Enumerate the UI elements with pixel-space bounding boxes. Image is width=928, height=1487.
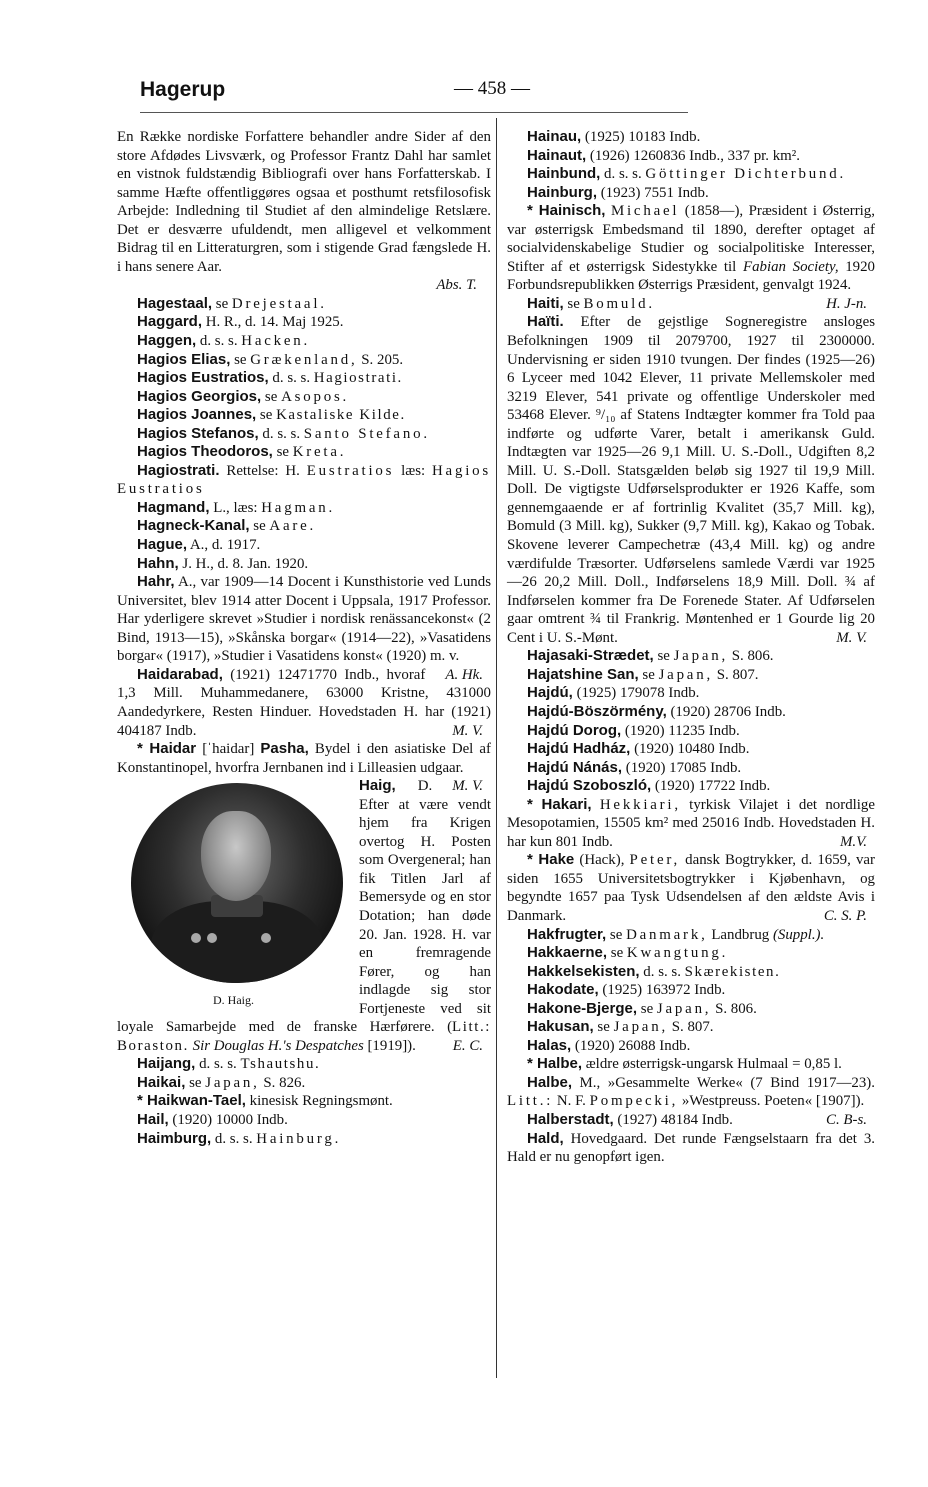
entry-segment: M. V. xyxy=(452,778,483,795)
entry-segment: d. s. s. xyxy=(639,963,685,980)
entry-segment: Hagios Eustratios, xyxy=(137,369,269,387)
entry-segment: D. Efter at være vendt hjem fra Krigen overtog H. Posten som Overgeneral; han fik Titlen Jarl af Bemersyde og en stor Dotation; han døde 20. Jan. 1928. H. var en fremragende Fører, og han indlagde sig stor Fortjeneste ved sit loyale Samarbejde med de franske Hærførere. ( xyxy=(117,778,491,1036)
entry-segment: Haijang, xyxy=(137,1055,196,1073)
entry-segment: se xyxy=(230,351,251,368)
entry-segment: Japan, xyxy=(205,1074,260,1091)
entry-segment: Hagestaal, xyxy=(137,294,213,312)
entry-segment: Drejestaal. xyxy=(231,295,327,312)
entry-segment: Efter de gejstlige Sogneregistre ansloges Befolkningen 1909 til 2079700, 1927 til 2300000. Undervisning er siden 1910 tvungen. Der findes (1925—26) 6 Lyceer med 1042 Elever, 11 private Mellemskoler med 3219 Elever, 541 private og offentlige Underskoler med 53468 Elever. ⁹/₁₀ af Statens Indtægter kommer fra Told paa indførte og udførte Varer, betalt i amerikansk Guld. Indtægten var 1925—26 9,1 Mill. U. S.-Doll., Udgiften 8,2 Mill. U. S.-Doll. Statsgælden beløb sig 1927 til 19,9 Mill. Doll. De vigtigste Udførselsprodukter er 1926 Kaffe, som gennemgaaende er af fortrinlig Kvalitet (35,7 Mill. kg), Bomuld (3 Mill. kg), Sukker (9,7 Mill. kg), Kakao og Tobak. Skovene leverer Campechetræ (43,4 Mill. kg) og andre værdifulde Træsorter. Udførselens samlede Værdi var 1925—26 20,2 Mill. Doll., Indførselens 18,9 Mill. Doll. ¾ af Indførselen kommer fra De Forenede Stater. Af Udførselen gaar omtrent ¾ til Frankrig. Møntenhed er 1 Gourde lig 20 Cent i U. S.-Mønt. xyxy=(507,314,875,646)
entry-segment: d. s. s. xyxy=(600,166,646,183)
entry-text xyxy=(117,128,491,276)
entry-segment: Hajdú Nánás, xyxy=(527,758,623,776)
entry-segment: Danmark, xyxy=(626,926,708,943)
entry-segment: C. S. P. xyxy=(823,907,867,924)
entry-segment: se xyxy=(607,945,627,962)
entry-segment: d. s. s. xyxy=(195,1056,241,1073)
entry-segment: M.V. xyxy=(839,833,867,850)
entry-segment: E. C. xyxy=(452,1037,483,1054)
entry-segment: Haggard, xyxy=(137,313,203,331)
entry-hajdu xyxy=(507,684,875,703)
entry-segment: Haikai, xyxy=(137,1073,186,1091)
entry-segment: M. V. xyxy=(452,722,483,739)
entry-segment: Hajdú Szoboszló, xyxy=(527,777,652,795)
entry-segment: tyrkisk Vilajet i det nordlige Mesopotamien, 15505 km² med 25016 Indb. Hovedstaden H. har kun 801 Indb. xyxy=(507,796,875,850)
entry-segment: Hainburg. xyxy=(256,1130,342,1147)
right-column xyxy=(507,128,875,1167)
entry-segment: Hagios Stefanos, xyxy=(137,424,259,442)
entry-hagios-eustratios xyxy=(117,369,491,388)
header-word: Hagerup xyxy=(140,78,226,101)
entry-segment: * Haidar xyxy=(137,740,197,758)
entry-segment: Hajdú Hadház, xyxy=(527,740,631,758)
entry-hail xyxy=(117,1111,491,1130)
portrait-photo xyxy=(131,783,343,983)
entry-segment: Hakusan, xyxy=(527,1018,594,1036)
entry-segment: Halbe, xyxy=(527,1073,573,1091)
entry-segment: Hakkaerne, xyxy=(527,944,608,962)
entry-hajasaki-straedet xyxy=(507,647,875,666)
entry-segment: Hakkelsekisten, xyxy=(527,962,640,980)
entry-segment: Boraston. xyxy=(117,1037,189,1054)
entry-segment: Hagios Eustratios xyxy=(117,462,491,498)
entry-segment: (1925) 10183 Indb. xyxy=(581,129,701,145)
running-header xyxy=(140,78,868,110)
entry-segment: Pasha, xyxy=(260,740,309,758)
entry-hakone-bjerge xyxy=(507,1000,875,1019)
entry-segment: N. F. xyxy=(553,1093,590,1110)
entry-haiti-2 xyxy=(507,313,875,647)
entry-segment: S. 826. xyxy=(259,1074,306,1091)
entry-hald xyxy=(507,1130,875,1167)
entry-segment: A., var 1909—14 Docent i Kunsthistorie ved Lunds Universitet, blev 1914 atter Docent i Uppsala, 1917 Professor. Har yderligere skrevet »Studier i nordisk renässancekonst« (2 Bind, 1913—15), »Skånska borgar« (1914—22), »Vasatidens borgar« (1917), »Studier i Vasatidens konst« (1920) m. v. xyxy=(117,574,491,665)
entry-segment: Pompecki, xyxy=(589,1093,679,1110)
entry-segment: Göttinger Dichterbund. xyxy=(645,166,846,183)
portrait-caption: D. Haig. xyxy=(213,993,254,1008)
entry-segment: dansk Bogtrykker, d. 1659, var siden 1655 Universitetsbogtrykker i Kjøbenhavn, og begyndte 1657 paa Tysk Udsendelsen af den ældste Avis i Danmark. xyxy=(507,852,875,924)
entry-segment: Haimburg, xyxy=(137,1129,212,1147)
entry-segment: L., læs: xyxy=(209,499,262,516)
entry-segment: A., d. 1917. xyxy=(187,537,261,554)
entry-segment: Litt.: xyxy=(452,1019,491,1036)
entry-segment: se xyxy=(593,1019,614,1036)
entry-segment: 1920 Forbundsrepublikken Østerrigs Præsident, genvalgt 1924. xyxy=(507,258,876,294)
entry-segment: Haig, xyxy=(359,777,396,795)
entry-segment: Haggen, xyxy=(137,332,197,350)
entry-haig xyxy=(117,777,491,1055)
entry-segment: Hagmand, xyxy=(137,498,210,516)
entry-segment: (1927) 48184 Indb. xyxy=(613,1111,733,1128)
entry-segment: se xyxy=(256,407,277,424)
entry-segment: Hakodate, xyxy=(527,981,599,999)
entry-segment: Haïti. xyxy=(527,313,564,331)
entry-segment: d. s. s. xyxy=(196,333,242,350)
entry-segment: M. V. xyxy=(836,629,867,646)
entry-segment: M., »Gesammelte Werke« (7 Bind 1917—23). xyxy=(572,1074,875,1091)
entry-segment: Japan, xyxy=(658,666,713,683)
entry-segment: Grækenland, xyxy=(250,351,358,368)
entry-hagiostrati xyxy=(117,462,491,499)
entry-segment: Kreta. xyxy=(292,444,347,461)
entry-segment: Tshautshu. xyxy=(240,1056,321,1073)
entry-hakari xyxy=(507,796,875,852)
entry-hainaut xyxy=(507,147,875,166)
entry-segment: Hagiostrati. xyxy=(137,461,220,479)
entry-hagios-stefanos xyxy=(117,425,491,444)
entry-hakusan xyxy=(507,1018,875,1037)
entry-segment: Hainburg, xyxy=(527,183,597,201)
entry-hahn xyxy=(117,555,491,574)
entry-segment: Hagios Georgios, xyxy=(137,387,262,405)
entry-segment: S. 806. xyxy=(711,1000,757,1017)
entry-segment: se xyxy=(249,518,270,535)
entry-segment: (1925) 179078 Indb. xyxy=(572,685,700,702)
entry-segment: (1920) 28706 Indb. xyxy=(666,703,786,720)
entry-segment: Hakfrugter, xyxy=(527,925,607,943)
entry-hagios-elias xyxy=(117,351,491,370)
entry-hakkelsekisten xyxy=(507,963,875,982)
entry-segment: Hakone-Bjerge, xyxy=(527,999,638,1017)
entry-segment: A. Hk. xyxy=(445,666,483,683)
entry-segment: Skærekisten. xyxy=(684,963,781,980)
entry-hakfrugter xyxy=(507,926,875,945)
entry-segment: (Hack), xyxy=(574,852,630,869)
entry-segment: Hague, xyxy=(137,536,188,554)
portrait-figure xyxy=(117,781,353,1013)
entry-segment: * Hake xyxy=(527,851,575,869)
signature: Abs. T. xyxy=(436,277,477,294)
entry-halbe-1 xyxy=(507,1055,875,1074)
entry-segment: Santo Stefano. xyxy=(303,425,430,442)
entry-segment: (1926) 1260836 Indb., 337 pr. km². xyxy=(586,147,800,164)
entry-halas xyxy=(507,1037,875,1056)
entry-segment: (1923) 7551 Indb. xyxy=(597,184,709,201)
entry-haggard xyxy=(117,313,491,332)
entry-segment: Rettelse: H. xyxy=(219,462,307,479)
entry-hajdu-hadhaz xyxy=(507,740,875,759)
entry-hainburg xyxy=(507,184,875,203)
entry-hainau xyxy=(507,128,875,147)
header-rule xyxy=(140,112,688,113)
entry-segment xyxy=(592,797,600,813)
entry-segment: Aare. xyxy=(269,518,317,535)
entry-segment: (1920) 10000 Indb. xyxy=(168,1111,288,1128)
entry-segment: Haiti, xyxy=(527,294,564,312)
entry-segment: Hagios Theodoros, xyxy=(137,443,273,461)
entry-segment: Haidarabad, xyxy=(137,665,223,683)
entry-segment: S. 806. xyxy=(728,648,774,665)
entry-segment: * Hainisch, xyxy=(527,202,606,220)
entry-segment: d. s. s. xyxy=(268,370,314,387)
entry-segment: Japan, xyxy=(613,1019,668,1036)
entry-hajdu-dorog xyxy=(507,722,875,741)
entry-segment: (1920) 26088 Indb. xyxy=(571,1037,691,1054)
entry-segment: Hald, xyxy=(527,1129,564,1147)
entry-segment: Kastaliske Kilde. xyxy=(276,407,406,424)
entry-segment: se xyxy=(185,1074,206,1091)
entry-segment: se xyxy=(272,444,293,461)
entry-segment: Hagios Joannes, xyxy=(137,406,257,424)
entry-segment: Halas, xyxy=(527,1036,572,1054)
entry-segment: Bomuld. xyxy=(583,295,655,312)
entry-segment: Landbrug xyxy=(707,926,773,943)
entry-segment: Hagiostrati. xyxy=(313,370,403,387)
entry-segment: Hajatshine San, xyxy=(527,665,639,683)
entry-hague xyxy=(117,536,491,555)
entry-segment: Hail, xyxy=(137,1110,169,1128)
entry-segment: (1925) 163972 Indb. xyxy=(598,982,726,999)
entry-segment: Japan, xyxy=(673,648,729,665)
entry-segment: læs: xyxy=(394,462,432,479)
entry-segment: Michael xyxy=(610,203,680,220)
entry-segment: J. H., d. 8. Jan. 1920. xyxy=(178,555,309,572)
entry-hajdu-szoboszlo xyxy=(507,777,875,796)
entry-segment: Hahn, xyxy=(137,554,179,572)
entry-haikwan-tael xyxy=(117,1092,491,1111)
entry-segment: se xyxy=(606,926,627,943)
entry-segment: Hajdú-Böszörmény, xyxy=(527,702,667,720)
entry-hajdu-boszormeny xyxy=(507,703,875,722)
entry-segment: * Halbe, xyxy=(527,1055,583,1073)
entry-haggen xyxy=(117,332,491,351)
entry-hakkaerne xyxy=(507,944,875,963)
entry-segment: Hagneck-Kanal, xyxy=(137,517,250,535)
entry-segment: Sir Douglas H.'s Despatches xyxy=(192,1037,364,1054)
entry-hagneck-kanal xyxy=(117,517,491,536)
entry-segment: (1920) 17722 Indb. xyxy=(651,778,771,795)
entry-segment: Bydel i den asiatiske Del af Konstantinopel, hvorfra Jernbanen ind i Lilleasien udgaar. xyxy=(117,741,491,776)
entry-hagios-georgios xyxy=(117,388,491,407)
entry-segment: (1858—), Præsident i Østerrig, var østerrigsk Embedsmand til 1890, derefter optaget af socialvidenskabelige Studier og socialpolitiske Interesser, Stifter af et østerrigsk Sidestykke til xyxy=(507,203,875,275)
entry-segment: ældre østerrigsk-ungarsk Hulmaal = 0,85 l. xyxy=(582,1056,842,1073)
entry-hajdu-nanas xyxy=(507,759,875,778)
entry-segment: Asopos. xyxy=(281,388,350,405)
entry-segment: Hainaut, xyxy=(527,146,587,164)
entry-segment: (1920) 10480 Indb. xyxy=(630,741,750,758)
entry-hainbund xyxy=(507,165,875,184)
entry-segment: Hagman. xyxy=(261,499,336,516)
entry-segment: S. 807. xyxy=(713,666,759,683)
entry-haikai xyxy=(117,1074,491,1093)
entry-segment: H. R., d. 14. Maj 1925. xyxy=(202,314,344,331)
entry-hake xyxy=(507,851,875,925)
entry-segment: Hovedgaard. Det runde Fængselstaarn fra det 3. Hald er nu genopført igen. xyxy=(507,1130,875,1166)
entry-segment: kinesisk Regningsmønt. xyxy=(245,1093,393,1110)
entry-segment: se xyxy=(212,295,232,312)
entry-segment: Eustratios xyxy=(306,462,395,479)
entry-hajatshine-san xyxy=(507,666,875,685)
entry-segment: Hainbund, xyxy=(527,165,601,183)
entry-segment: se xyxy=(653,648,674,665)
column-divider xyxy=(496,118,497,1378)
entry-segment: S. 807. xyxy=(668,1019,714,1036)
entry-segment: Litt.: xyxy=(507,1093,554,1110)
entry-segment: Hajdú, xyxy=(527,684,573,702)
entry-segment: »Westpreuss. Poeten« [1907]). xyxy=(678,1093,865,1110)
entry-hagios-joannes xyxy=(117,406,491,425)
entry-segment: Hajdú Dorog, xyxy=(527,721,622,739)
entry-segment: C. B-s. xyxy=(826,1111,867,1128)
entry-segment: se xyxy=(261,388,282,405)
entry-haimburg xyxy=(117,1130,491,1149)
entry-segment: d. s. s. xyxy=(258,425,304,442)
entry-segment: (1920) 17085 Indb. xyxy=(622,759,742,776)
entry-segment: se xyxy=(563,295,584,312)
entry-segment: (1921) 12471770 Indb., hvoraf 1,3 Mill. Muhammedanere, 63000 Kristne, 431000 Aandedyrkere, Resten Hinduer. Hovedstaden H. har (1921) 404187 Indb. xyxy=(117,666,491,739)
entry-segment: d. s. s. xyxy=(211,1130,257,1147)
entry-segment: (1920) 11235 Indb. xyxy=(621,722,740,739)
entry-hagios-theodoros xyxy=(117,443,491,462)
entry-segment: S. 205. xyxy=(357,351,404,368)
entry-segment: Hacken. xyxy=(241,333,311,350)
entry-segment: Peter, xyxy=(629,852,681,869)
entry-segment: H. J-n. xyxy=(826,295,867,312)
entry-segment: Hekkiari, xyxy=(599,796,681,813)
entry-segment: En Række nordiske Forfattere behandler andre Sider af den store Afdødes Livsværk, og Professor Frantz Dahl har samlet en vistnok fuldstændig Bibliografi over hans Forfatterskab. I samme Hæfte offentliggøres ogsaa et posthumt retsfilosofisk Arbejde: Indledning til Studiet af den almindelige Retslære. Det er desværre ufuldendt, men alligevel et velkomment Bidrag til en Litteraturgren, som i stigende Grad fængslede H. i hans senere Aar. xyxy=(117,129,491,275)
entry-segment: Halberstadt, xyxy=(527,1110,614,1128)
entry-segment: Japan, xyxy=(656,1000,712,1017)
entry-segment: Hahr, xyxy=(137,573,175,591)
entry-hakodate xyxy=(507,981,875,1000)
entry-hagestaal xyxy=(117,295,491,314)
entry-haijang xyxy=(117,1055,491,1074)
entry-segment: * Haikwan-Tael, xyxy=(137,1092,246,1110)
entry-segment: (Suppl.). xyxy=(772,926,825,943)
page-number: — 458 — xyxy=(454,78,530,99)
entry-segment: * Hakari, xyxy=(527,795,592,813)
entry-hagmand xyxy=(117,499,491,518)
entry-segment: se xyxy=(638,666,659,683)
entry-segment: [1919]). xyxy=(363,1037,416,1054)
entry-segment: Hagios Elias, xyxy=(137,350,231,368)
entry-segment: Kwangtung. xyxy=(626,945,729,962)
left-column xyxy=(117,128,491,1148)
entry-segment: Hainau, xyxy=(527,128,582,145)
entry-segment: [ˈhaidar] xyxy=(196,741,261,758)
entry-segment: se xyxy=(637,1000,657,1017)
entry-segment: Hajasaki-Strædet, xyxy=(527,647,654,665)
entry-segment: Fabian Society, xyxy=(742,258,839,275)
